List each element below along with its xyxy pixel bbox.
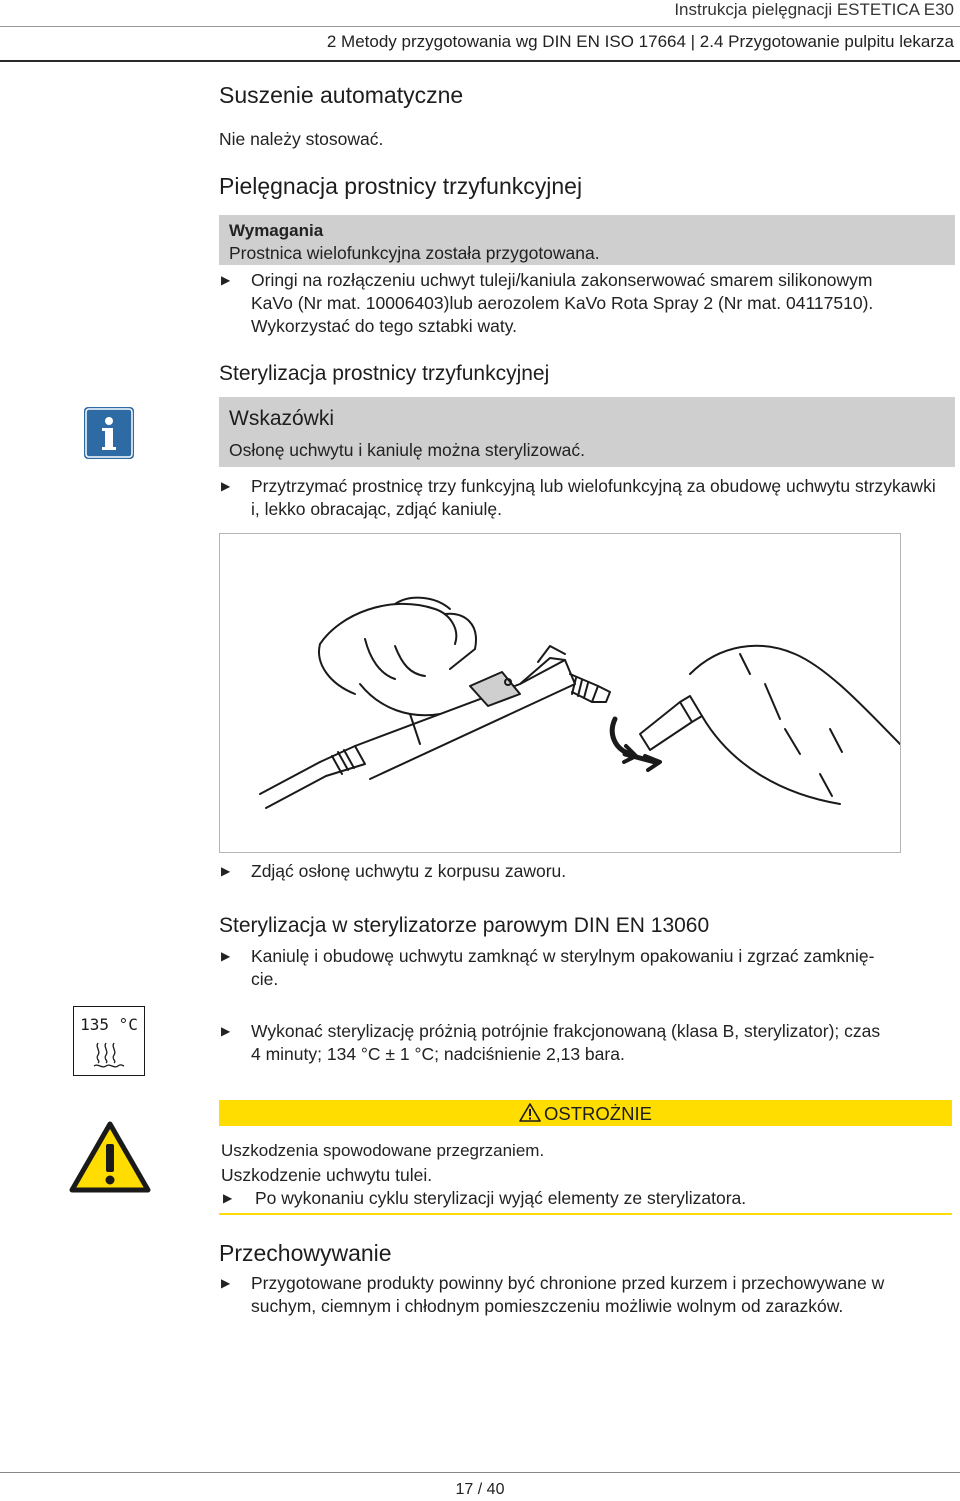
caution-step-text: Po wykonaniu cyklu sterylizacji wyjąć elementy ze sterylizatora. (255, 1188, 747, 1208)
caution-title: OSTROŻNIE (544, 1103, 652, 1124)
illustration-remove-cannula (219, 533, 901, 853)
breadcrumb: 2 Metody przygotowania wg DIN EN ISO 17664 | 2.4 Przygotowanie pulpitu lekarza (326, 32, 954, 51)
requirements-title: Wymagania (229, 221, 324, 240)
care-step-text-a: KaVo ( (251, 293, 304, 313)
autoclave-step-1-line2: cie. (251, 969, 279, 989)
heading-autoclave: Sterylizacja w sterylizatorze parowym DIN EN 13060 (219, 914, 710, 937)
bullet-arrow-icon: ▶ (221, 864, 231, 878)
footer-rule (0, 1472, 960, 1473)
info-icon (84, 407, 134, 459)
autoclave-temperature: 135 °C (80, 1015, 138, 1034)
storage-step (219, 1272, 954, 1318)
bullet-arrow-icon: ▶ (221, 949, 231, 963)
bullet-arrow-icon: ▶ (221, 273, 231, 287)
care-step-line1: Oringi na rozłączeniu uchwyt tuleji/kaniula zakonserwować smarem silikonowym (251, 270, 873, 290)
heading-drying: Suszenie automatyczne (219, 82, 464, 108)
drying-text: Nie należy stosować. (219, 129, 384, 149)
autoclave-symbol (73, 1006, 145, 1076)
bullet-arrow-icon: ▶ (223, 1191, 233, 1205)
warning-triangle-icon (68, 1120, 152, 1194)
storage-step-line1: Przygotowane produkty powinny być chronione przed kurzem i przechowywane w (251, 1273, 885, 1293)
caution-title-row (219, 1103, 952, 1125)
autoclave-step-1-line1: Kaniulę i obudowę uchwytu zamknąć w sterylnym opakowaniu i zgrzać zamknię- (251, 946, 875, 966)
heading-sterilize: Sterylizacja prostnicy trzyfunkcyjnej (219, 362, 550, 385)
bullet-arrow-icon: ▶ (221, 1276, 231, 1290)
sterilize-step-2-text: Zdjąć osłonę uchwytu z korpusu zaworu. (251, 861, 567, 881)
page-number: 17 / 40 (455, 1481, 505, 1498)
sterilize-step-2 (219, 860, 939, 883)
header-divider (0, 26, 960, 27)
storage-step-line2: suchym, ciemnym i chłodnym pomieszczeniu możliwie wolnym od zarazków. (251, 1296, 844, 1316)
autoclave-step-2-line1: Wykonać sterylizację próżnią potrójnie frakcjonowaną (klasa B, sterylizator); czas (251, 1021, 881, 1041)
note-box (219, 397, 955, 467)
care-step-text-c: ). (862, 293, 874, 313)
requirements-box (219, 215, 955, 265)
heading-storage: Przechowywanie (219, 1240, 392, 1266)
sterilize-step-1 (219, 475, 939, 521)
sterilize-step-1-text: Przytrzymać prostnicę trzy funkcyjną lub wielofunkcyjną za obudowę uchwytu strzykawki i, lekko obracając, zdjąć kaniulę. (251, 476, 936, 519)
autoclave-step-1 (219, 945, 949, 991)
note-text: Osłonę uchwytu i kaniulę można sterylizować. (229, 440, 585, 460)
care-step (219, 269, 955, 338)
caution-banner (219, 1100, 952, 1126)
bullet-arrow-icon: ▶ (221, 1024, 231, 1038)
care-step-text-b: )lub aerozolem KaVo Rota Spray 2 ( (443, 293, 724, 313)
autoclave-step-2-line2: 4 minuty; 134 °C ± 1 °C; nadciśnienie 2,13 bara. (251, 1044, 625, 1064)
warning-small-icon (519, 1103, 541, 1122)
care-step-line2 (251, 292, 955, 315)
autoclave-step-2 (219, 1020, 949, 1066)
caution-text: Uszkodzenie uchwytu tulei. (221, 1165, 433, 1185)
caution-step (221, 1187, 951, 1210)
material-number-2: Nr mat. 04117510 (723, 293, 863, 313)
steam-icon (92, 1039, 126, 1069)
note-title: Wskazówki (229, 407, 335, 430)
care-step-line3: Wykorzystać do tego sztabki waty. (251, 316, 518, 336)
heading-care: Pielęgnacja prostnicy trzyfunkcyjnej (219, 173, 583, 199)
caution-bottom-rule (219, 1213, 952, 1215)
caution-bold: Uszkodzenia spowodowane przegrzaniem. (221, 1141, 545, 1160)
header-rule (0, 60, 960, 62)
requirements-text: Prostnica wielofunkcyjna została przygotowana. (229, 243, 600, 263)
document-title: Instrukcja pielęgnacji ESTETICA E30 (674, 0, 954, 19)
material-number-1: Nr mat. 10006403 (303, 293, 444, 313)
bullet-arrow-icon: ▶ (221, 479, 231, 493)
